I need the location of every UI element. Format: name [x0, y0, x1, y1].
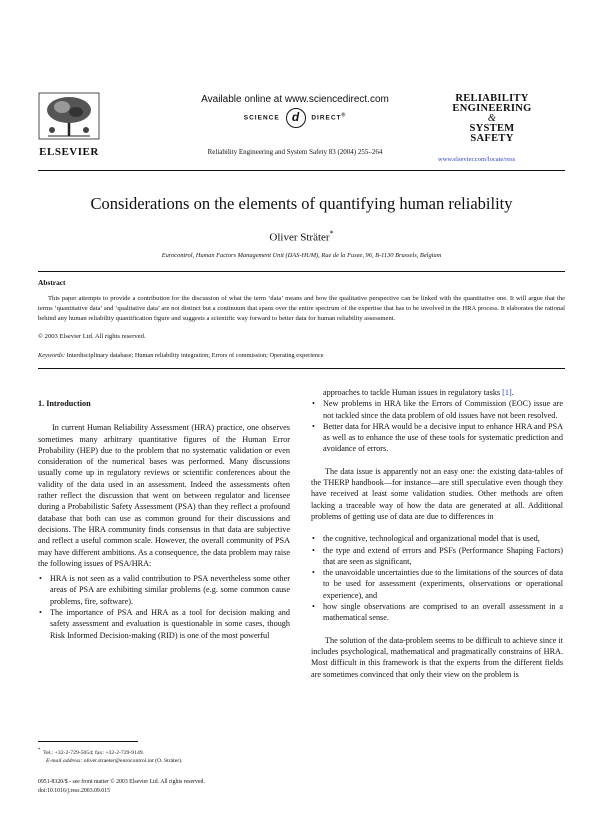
list-item: • Better data for HRA would be a decisive input to enhance HRA and PSA as well as to enhance the use of these tools for systematic prediction and avoidance of errors. — [311, 421, 563, 455]
left-column — [38, 398, 290, 641]
footnote-contact — [38, 747, 290, 757]
author-footnote-mark[interactable]: * — [329, 229, 334, 238]
list-item: • New problems in HRA like the Errors of Commission (EOC) issue are not tackled since the data problem of old issues have not been resolved. — [311, 398, 563, 421]
footnote — [38, 747, 290, 765]
list-item: • the unavoidable uncertainties due to the limitations of the sources of data to be used for assessment (experiments, observations or operational experience), and — [311, 567, 563, 601]
abstract-top-rule — [38, 271, 565, 272]
elsevier-tree-icon — [38, 92, 100, 140]
abstract-text: This paper attempts to provide a contribution for the discussion of what the term ‘data’ means and how the qualitative perspective can be linked with the quantitative one. It will argue that the terms ‘quantitative data’ and ‘qualitative data’ are not distinct but a continuum that spans over the entire spectrum of the expertise that has to be involved in the HRA process. It elaborates the rational behind any human reliability quantification figure and suggests a scientific way forward to better data for human reliability assessment. — [38, 295, 565, 322]
header-rule — [38, 170, 565, 171]
abstract-bottom-rule — [38, 368, 565, 369]
list-item: • the cognitive, technological and organizational model that is used, — [311, 533, 563, 544]
journal-title-line: SAFETY — [470, 133, 514, 144]
list-item: • the type and extend of errors and PSFs (Performance Shaping Factors) that are seen as significant, — [311, 545, 563, 568]
list-item: • The importance of PSA and HRA as a tool for decision making and safety assessment and evaluation is questionable in some cases, though Risk Informed Decision-making (RID) is one of the most powerful — [38, 607, 290, 641]
registered-mark: ® — [341, 112, 347, 119]
author-line — [38, 229, 565, 244]
sciencedirect-logo — [160, 108, 430, 128]
keywords — [38, 352, 324, 359]
footnote-email-line — [38, 757, 290, 765]
solution-paragraph: The solution of the data-problem seems to be difficult to achieve since it includes psychological, mathematical and pragmatically constrains of HRA. Most difficult in this framework is that the experts from the different fields are sometimes convinced that only their view on the problem is — [311, 635, 563, 679]
journal-title-line: & — [487, 113, 497, 124]
journal-url-link[interactable]: www.elsevier.com/locate/ress — [438, 156, 516, 163]
direct-word: DIRECT — [311, 114, 342, 122]
left-bullet-list — [38, 573, 290, 641]
continued-bullet-end: . — [511, 388, 514, 397]
data-issue-paragraph: The data issue is apparently not an easy one: the existing data-tables of the THERP handbook—for instance—are still speculative even though they have received at least some validation studies. Other methods are often lacking a traceable way of how the data are generated at all. Additional problems of getting use of data are due to differences in — [311, 466, 563, 521]
abstract-heading: Abstract — [38, 278, 66, 287]
journal-title-line: RELIABILITY — [455, 93, 529, 104]
doi-line[interactable]: doi:10.1016/j.ress.2003.09.015 — [38, 788, 110, 794]
footnote-mark: * — [38, 748, 41, 753]
science-word: SCIENCE — [243, 114, 280, 122]
keywords-label: Keywords: — [38, 352, 66, 359]
intro-paragraph: In current Human Reliability Assessment (HRA) practice, one observes sometimes many arbitrary quantitative figures of the Human Error Probability (HEP) due to the problem that no systematic validation or even consideration of the numerical bases was performed. Many discussions usually come up in regulatory reviews or scientific conferences about the validity of the data used in an assessment. Indeed the assessments often rather reflect the discussion that went on between regulator and licensee during a Probabilistic Safety Assessment (PSA) than they reflect a profound database that both can use as common ground for their discussions and decisions. The HRA community finds consensus in that data are subjective and reflect a useful common scale. However, the overall community of PSA may have different ambitions. As a consequence, the data problem may raise the following issues of PSA/HRA: — [38, 423, 290, 568]
affiliation: Eurocontrol, Human Factors Management Unit (DAS-HUM), Rue de la Fusee, 96, B-1130 Brussels, Belgium — [161, 252, 442, 259]
sciencedirect-at-icon: d — [286, 108, 306, 128]
journal-title-line: ENGINEERING — [452, 103, 532, 114]
continued-bullet-text: approaches to tackle Human issues in regulatory tasks — [323, 388, 501, 397]
abstract-copyright: © 2003 Elsevier Ltd. All rights reserved. — [38, 333, 146, 340]
continued-bullet — [311, 387, 563, 398]
right-bullet-list-1 — [311, 398, 563, 454]
journal-title-block — [432, 94, 552, 144]
publisher-name: ELSEVIER — [39, 146, 99, 158]
issn-line: 0951-8320/$ - see front matter © 2003 Elsevier Ltd. All rights reserved. — [38, 779, 205, 785]
footnote-email-label: E-mail address: — [46, 758, 83, 765]
list-item: • HRA is not seen as a valid contribution to PSA nevertheless some other areas of PSA are exhibiting similar problems (e.g. some common cause problems, fire, software). — [38, 573, 290, 607]
available-online: Available online at www.sciencedirect.com — [201, 94, 389, 105]
publication-info — [38, 778, 205, 796]
right-bullet-list-2 — [311, 533, 563, 623]
article-title: Considerations on the elements of quantifying human reliability — [90, 194, 513, 213]
section-heading: 1. Introduction — [38, 399, 91, 408]
journal-citation: Reliability Engineering and System Safety 83 (2004) 255–264 — [207, 148, 383, 156]
citation-link[interactable]: [1] — [502, 388, 512, 397]
elsevier-logo — [38, 92, 100, 158]
right-column — [311, 387, 563, 680]
author-name: Oliver Sträter — [269, 231, 330, 244]
footnote-email[interactable]: oliver.straeter@eurocontrol.int (O. Sträter). — [83, 758, 183, 765]
journal-title-line: SYSTEM — [469, 123, 515, 134]
footnote-rule — [38, 741, 138, 742]
keywords-text: Interdisciplinary database; Human reliability integration; Errors of commission; Operating experience — [66, 352, 324, 359]
list-item: • how single observations are comprised to an overall assessment in a mathematical sense. — [311, 601, 563, 624]
footnote-tel: Tel.: +32-2-729-5054; fax: +32-2-729-9149. — [43, 749, 145, 756]
